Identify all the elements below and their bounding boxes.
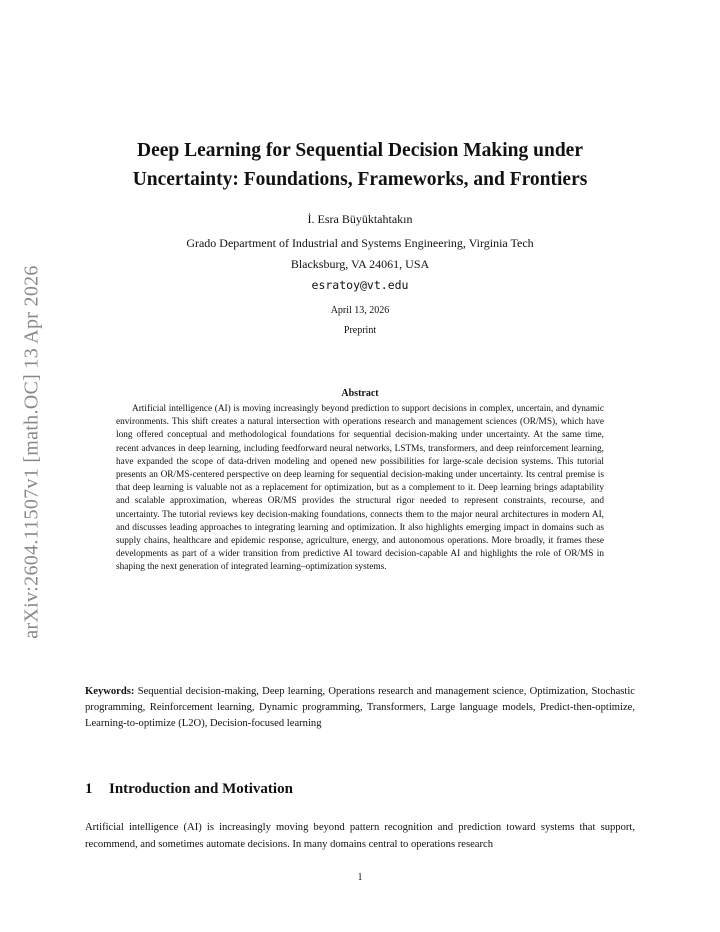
page-number: 1 — [357, 872, 363, 883]
paper-title — [80, 136, 640, 194]
keywords — [85, 684, 635, 732]
paper-date: April 13, 2026 — [330, 305, 390, 316]
author-email: esratoy@vt.edu — [311, 278, 409, 292]
section-number: 1 — [85, 781, 93, 797]
intro-paragraph: Artificial intelligence (AI) is increasingly moving beyond pattern recognition and prediction toward systems that support, recommend, and sometimes automate decisions. In many domains central to operations research — [85, 822, 635, 850]
keywords-label: Keywords: — [85, 686, 135, 697]
arxiv-identifier: arXiv:2604.11507v1 [math.OC] 13 Apr 2026 — [20, 265, 43, 639]
keywords-text: Sequential decision-making, Deep learning, Operations research and management science, Optimization, Stochastic programming, Reinforcement learning, Dynamic programming, Transformers, Large language models, Predict-then-optimize, Learning-to-optimize (L2O), Decision-focused learning — [85, 686, 636, 729]
abstract-text: Artificial intelligence (AI) is moving increasingly beyond prediction to support decisions in complex, uncertain, and dynamic environments. This shift creates a natural intersection with operations research and management sciences (OR/MS), which have long offered conceptual and methodological foundations for sequential decision-making under uncertainty. At the same time, recent advances in deep learning, including feedforward neural networks, LSTMs, transformers, and deep reinforcement learning, have expanded the scope of data-driven modeling and opened new possibilities for large-scale decision systems. This tutorial presents an OR/MS-centered perspective on deep learning for sequential decision-making under uncertainty. Its central premise is that deep learning is valuable not as a replacement for optimization, but as a complement to it. Deep learning brings adaptability and scalable approximation, whereas OR/MS provides the structural rigor needed to represent constraints, recourse, and uncertainty. The tutorial reviews key decision-making foundations, connects them to the major neural architectures in modern AI, and discusses leading approaches to integrating learning and optimization. It also highlights emerging impact in domains such as supply chains, healthcare and epidemic response, agriculture, energy, and autonomous operations. More broadly, it frames these developments as part of a wider transition from predictive AI toward decision-capable AI and highlights the role of OR/MS in shaping the next generation of integrated learning–optimization systems. — [116, 404, 604, 573]
title-line-1: Deep Learning for Sequential Decision Making under — [137, 140, 583, 161]
title-line-2: Uncertainty: Foundations, Frameworks, and Frontiers — [132, 169, 588, 190]
section-heading — [85, 778, 635, 800]
paper-status: Preprint — [343, 325, 377, 336]
author-name: İ. Esra Büyüktahtakın — [307, 212, 413, 226]
affiliation-address: Blacksburg, VA 24061, USA — [290, 257, 430, 271]
abstract-heading: Abstract — [341, 388, 379, 399]
affiliation-department: Grado Department of Industrial and Systems Engineering, Virginia Tech — [186, 236, 534, 250]
section-title: Introduction and Motivation — [109, 781, 293, 797]
